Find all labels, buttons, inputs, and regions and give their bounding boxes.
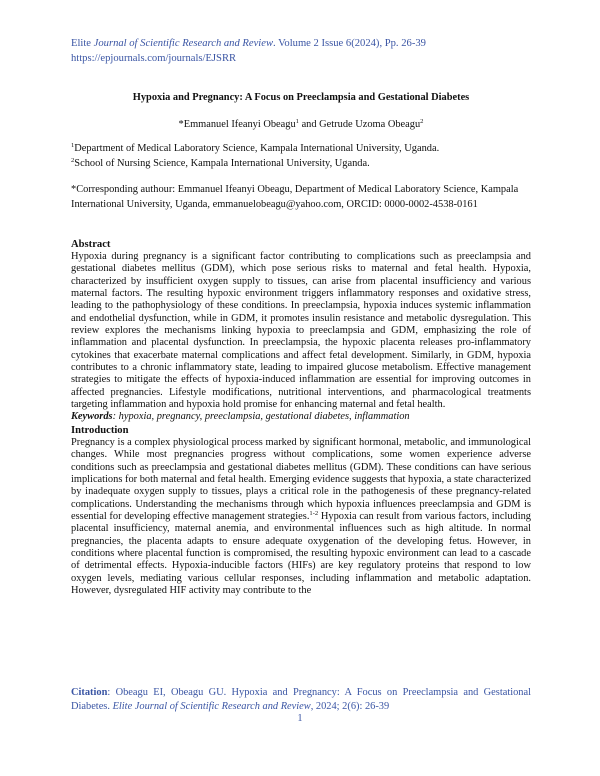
- citation-journal: Elite Journal of Scientific Research and Review: [112, 700, 311, 712]
- journal-header: [71, 36, 541, 66]
- keywords: [71, 411, 531, 423]
- author-2: Getrude Uzoma Obeagu: [319, 119, 421, 130]
- keywords-list: : hypoxia, pregnancy, preeclampsia, gestational diabetes, inflammation: [112, 411, 410, 423]
- introduction-text-part-1: Pregnancy is a complex physiological process marked by significant hormonal, metabolic, and immunological changes. While most pregnancies progress without complications, some women experience adverse conditions such as preeclampsia and gestational diabetes mellitus (GDM). These conditions can have serious implications for both maternal and fetal health. Emerging evidence suggests that hypoxia, a state characterized by inadequate oxygen supply to tissues, plays a critical role in the pathogenesis of these pregnancy-related complications. Understanding the mechanisms through which hypoxia influences preeclampsia and GDM is essential for developing effective management strategies.: [71, 436, 531, 522]
- affiliations: [71, 141, 541, 171]
- author-line: [71, 118, 531, 132]
- citation-text: : Obeagu EI, Obeagu GU. Hypoxia and Pregnancy: A Focus on Preeclampsia and Gestational Diabetes.: [71, 687, 531, 712]
- main-text: [71, 238, 531, 597]
- affiliation-1-mark: 1: [71, 142, 75, 149]
- introduction-text: [71, 437, 531, 597]
- affiliation-2: [71, 156, 541, 171]
- abstract-heading: Abstract: [71, 239, 111, 250]
- journal-prefix: Elite: [71, 38, 94, 49]
- keywords-label: Keywords: [71, 411, 113, 423]
- citation-label: Citation: [71, 687, 108, 698]
- author-1: *Emmanuel Ifeanyi Obeagu: [178, 119, 296, 130]
- abstract-text: Hypoxia during pregnancy is a significant factor contributing to complications such as preeclampsia and gestational diabetes mellitus (GDM), which pose serious risks to maternal and fetal health. Hypoxia, characterized by insufficient oxygen supply to tissues, can arise from placental insufficiency and various maternal factors. The resulting hypoxic environment triggers inflammatory responses and oxidative stress, leading to the pathophysiology of these conditions. In preeclampsia, hypoxia induces systemic inflammation and endothelial dysfunction, while in GDM, it promotes insulin resistance and metabolic dysregulation. This review explores the mechanisms linking hypoxia to preeclampsia and GDM, emphasizing the role of inflammation and placental dysfunction. In preeclampsia, the hypoxic placenta releases pro-inflammatory cytokines that exacerbate maternal complications and affect fetal development. Similarly, in GDM, hypoxia contributes to a chronic inflammatory state, leading to impaired glucose metabolism. Effective management strategies to mitigate the effects of hypoxia-induced inflammation are essential for improving outcomes in affected pregnancies. Lifestyle modifications, nutritional interventions, and pharmacological treatments targeting inflammation and hypoxia hold promise for enhancing maternal and fetal health.: [71, 251, 531, 411]
- citation-block: [71, 686, 531, 713]
- introduction-text-part-2: Hypoxia can result from various factors, including placental insufficiency, maternal anemia, and environmental influences such as high altitude. In normal pregnancies, the placenta adapts to ensure adequate oxygenation of the developing fetus. However, in conditions where placental function is compromised, the resulting hypoxic environment can lead to a cascade of detrimental effects. Hypoxia-inducible factors (HIFs) are key regulatory proteins that respond to low oxygen levels, mediating various cellular responses, including inflammation and metabolic adaptation. However, dysregulated HIF activity may contribute to the: [71, 510, 532, 596]
- affiliation-1-text: Department of Medical Laboratory Science, Kampala International University, Uganda.: [74, 143, 440, 154]
- journal-url[interactable]: https://epjournals.com/journals/EJSRR: [71, 53, 237, 64]
- author-2-affil-mark: 2: [420, 118, 424, 125]
- author-1-affil-mark: 1: [295, 118, 299, 125]
- affiliation-2-text: School of Nursing Science, Kampala International University, Uganda.: [74, 158, 370, 169]
- citation-tail: , 2024; 2(6): 26-39: [310, 700, 390, 712]
- journal-name: Journal of Scientific Research and Review: [93, 38, 274, 49]
- paper-title: Hypoxia and Pregnancy: A Focus on Preeclampsia and Gestational Diabetes: [132, 92, 470, 103]
- journal-citation-line: [71, 36, 541, 51]
- introduction-heading: Introduction: [71, 424, 129, 436]
- page-number: 1: [297, 713, 303, 724]
- affiliation-2-mark: 2: [71, 157, 75, 164]
- corresponding-author: *Corresponding authour: Emmanuel Ifeanyi Obeagu, Department of Medical Laboratory Science, Kampala International University, Uganda, emmanuelobeagu@yahoo.com, ORCID: 0000-0002-4538-0161: [71, 184, 519, 210]
- affiliation-1: [71, 141, 541, 156]
- author-conjunction: and: [298, 119, 320, 130]
- introduction-reference: 1-2: [309, 509, 319, 517]
- journal-issue: . Volume 2 Issue 6(2024), Pp. 26-39: [273, 38, 426, 49]
